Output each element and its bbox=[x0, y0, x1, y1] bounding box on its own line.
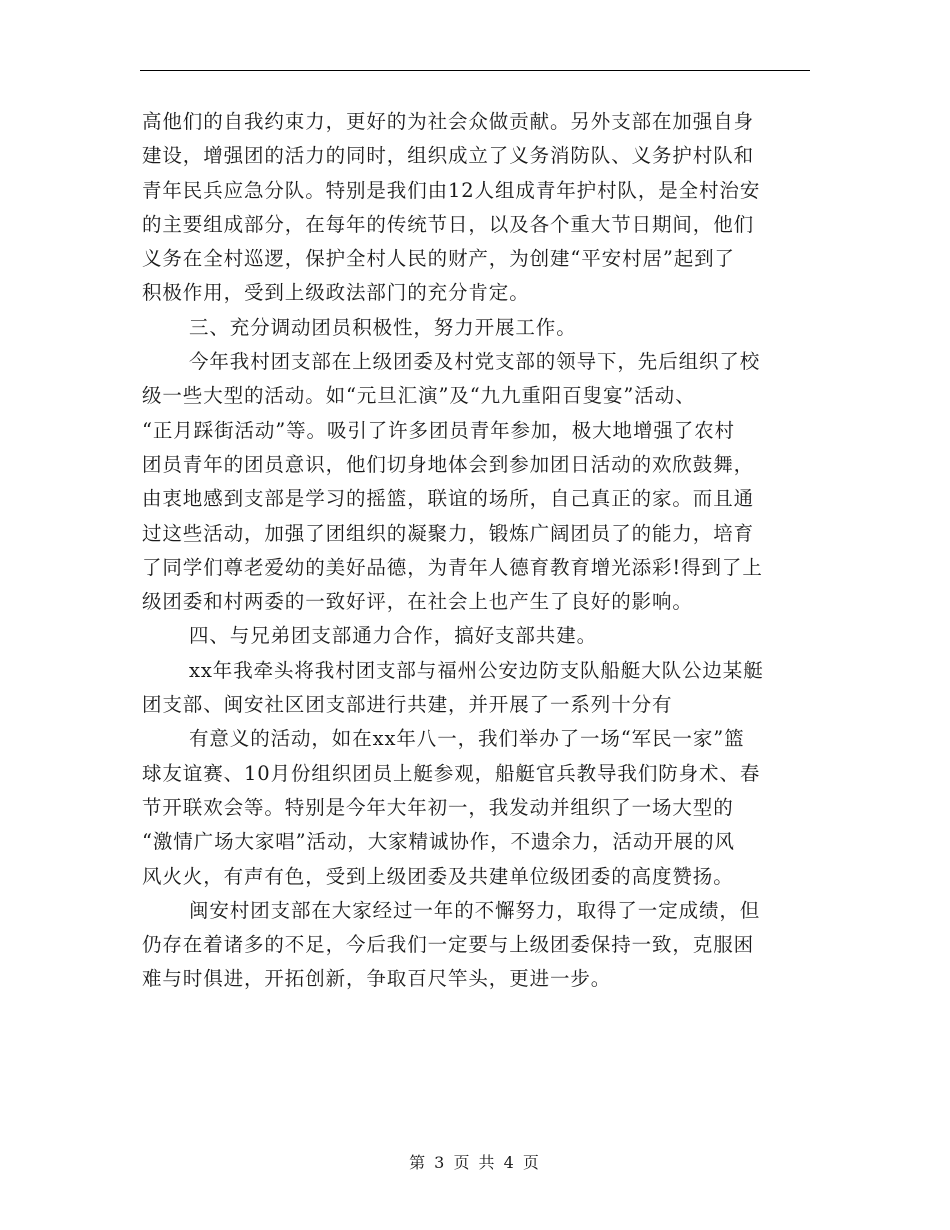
page-number-footer: 第 3 页 共 4 页 bbox=[409, 1153, 541, 1172]
text-line: 四、与兄弟团支部通力合作，搞好支部共建。 bbox=[189, 624, 598, 648]
text-line: 球友谊赛、10月份组织团员上艇参观，船艇官兵教导我们防身术、春 bbox=[142, 761, 761, 785]
text-line: 难与时俱进，开拓创新，争取百尺竿头，更进一步。 bbox=[142, 967, 612, 991]
text-line: 级团委和村两委的一致好评，在社会上也产生了良好的影响。 bbox=[142, 590, 693, 614]
text-line: 级一些大型的活动。如“元旦汇演”及“九九重阳百叟宴”活动、 bbox=[142, 384, 696, 408]
text-line: 了同学们尊老爱幼的美好品德，为青年人德育教育增光添彩!得到了上 bbox=[142, 555, 763, 579]
text-line: 的主要组成部分，在每年的传统节日，以及各个重大节日期间，他们 bbox=[142, 212, 755, 236]
text-line: “正月踩街活动”等。吸引了许多团员青年参加，极大地增强了农村 bbox=[142, 418, 735, 442]
text-line: 义务在全村巡逻，保护全村人民的财产，为创建“平安村居”起到了 bbox=[142, 247, 735, 271]
text-line: 闽安村团支部在大家经过一年的不懈努力，取得了一定成绩，但 bbox=[189, 898, 761, 922]
text-line: 三、充分调动团员积极性，努力开展工作。 bbox=[189, 315, 577, 339]
text-line: “激情广场大家唱”活动，大家精诚协作，不遗余力，活动开展的风 bbox=[142, 830, 735, 854]
text-line: 今年我村团支部在上级团委及村党支部的领导下，先后组织了校 bbox=[189, 350, 761, 374]
text-line: 建设，增强团的活力的同时，组织成立了义务消防队、义务护村队和 bbox=[142, 144, 755, 168]
header-rule bbox=[140, 70, 810, 71]
text-line: 团员青年的团员意识，他们切身地体会到参加团日活动的欢欣鼓舞， bbox=[142, 452, 755, 476]
text-line: xx年我牵头将我村团支部与福州公安边防支队船艇大队公边某艇 bbox=[189, 658, 764, 682]
text-line: 青年民兵应急分队。特别是我们由12人组成青年护村队，是全村治安 bbox=[142, 178, 761, 202]
document-body bbox=[142, 105, 806, 997]
text-line: 过这些活动，加强了团组织的凝聚力，锻炼广阔团员了的能力，培育 bbox=[142, 521, 755, 545]
text-line: 由衷地感到支部是学习的摇篮，联谊的场所，自己真正的家。而且通 bbox=[142, 487, 755, 511]
text-line: 仍存在着诸多的不足，今后我们一定要与上级团委保持一致，克服困 bbox=[142, 933, 755, 957]
text-line: 风火火，有声有色，受到上级团委及共建单位级团委的高度赞扬。 bbox=[142, 864, 734, 888]
text-line: 高他们的自我约束力，更好的为社会众做贡献。另外支部在加强自身 bbox=[142, 110, 755, 133]
text-line: 积极作用，受到上级政法部门的充分肯定。 bbox=[142, 281, 530, 305]
text-line: 有意义的活动，如在xx年八一，我们举办了一场“军民一家”篮 bbox=[189, 727, 745, 751]
text-line: 团支部、闽安社区团支部进行共建，并开展了一系列十分有 bbox=[142, 693, 673, 717]
text-line: 节开联欢会等。特别是今年大年初一，我发动并组织了一场大型的 bbox=[142, 795, 734, 819]
